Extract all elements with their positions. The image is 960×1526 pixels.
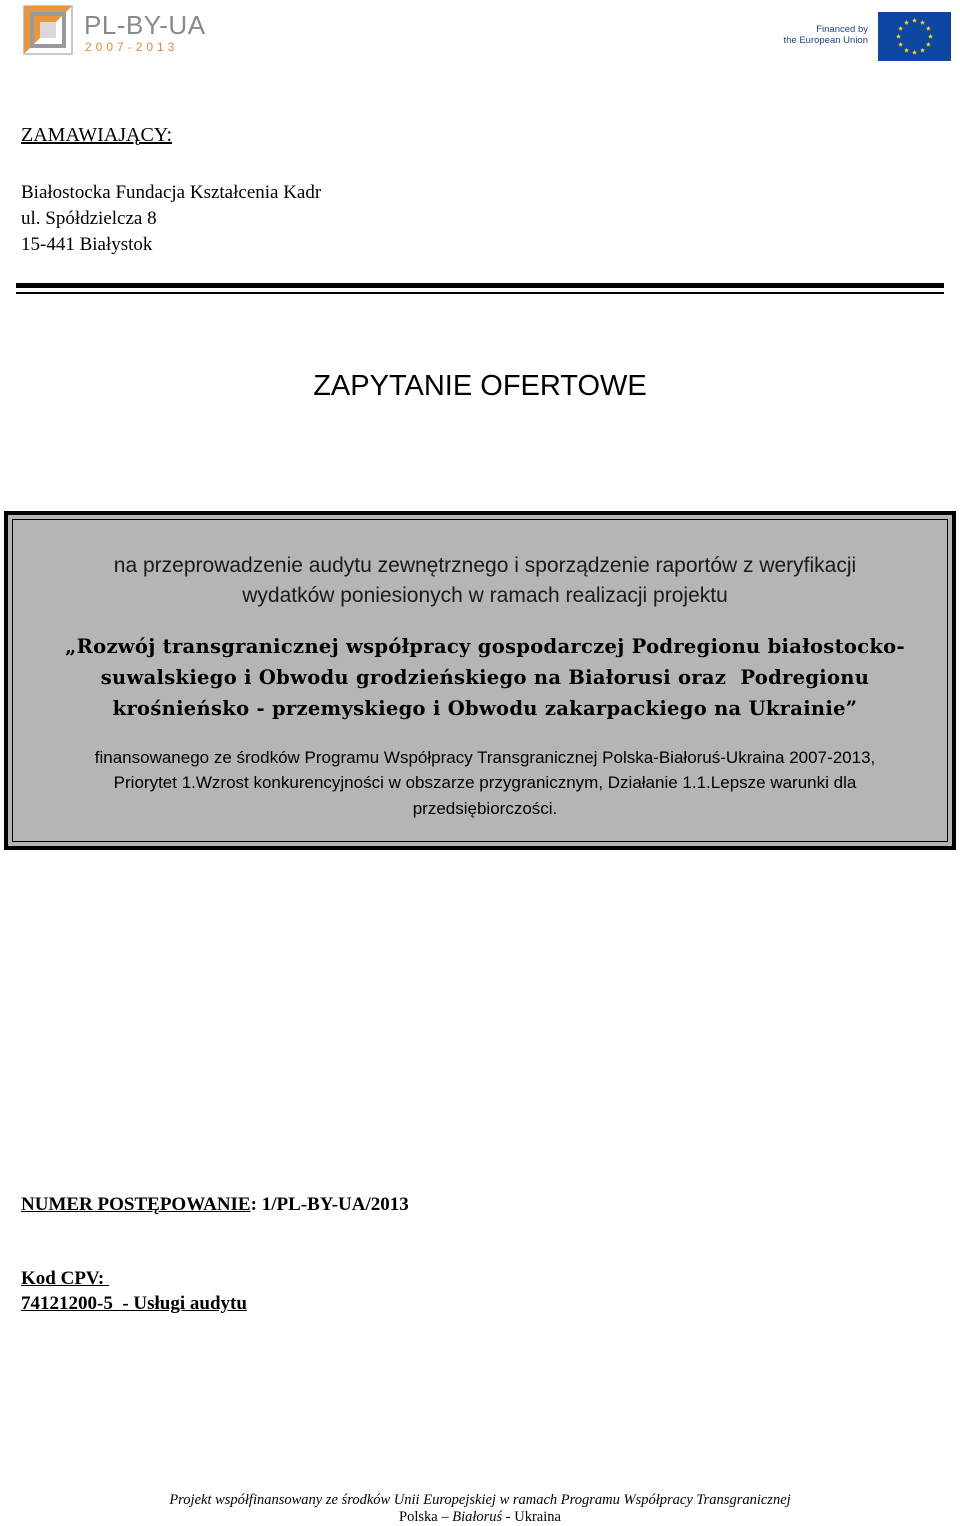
funding-line: przedsiębiorczości. <box>412 799 558 818</box>
header-divider-thick <box>16 283 944 288</box>
eu-funding-line-1: Financed by <box>816 24 868 35</box>
footer-country-belarus: Białoruś <box>452 1509 503 1525</box>
program-logo-text: PL-BY-UA <box>84 10 206 40</box>
document-title: ZAPYTANIE OFERTOWE <box>313 370 647 402</box>
footer-line-1: Projekt współfinansowany ze środków Unii Europejskiej w ramach Programu Współpracy Transgranicznej <box>169 1492 791 1508</box>
header-divider-thin <box>16 292 944 294</box>
program-logo-years: 2007-2013 <box>85 40 179 54</box>
footer-country-ukraine: - Ukraina <box>502 1509 561 1525</box>
purpose-line: na przeprowadzenie audytu zewnętrznego i sporządzenie raportów z weryfikacji <box>113 554 857 577</box>
subject-box <box>4 511 956 850</box>
project-title-line: „Rozwój transgranicznej współpracy gospodarczej Podregionu białostocko- <box>65 635 905 658</box>
program-logo-icon <box>22 4 74 56</box>
program-logo <box>22 4 206 56</box>
procedure-number-separator: : <box>250 1194 262 1215</box>
funding-line: Priorytet 1.Wzrost konkurencyjności w obszarze przygranicznym, Działanie 1.1.Lepsze warunki dla <box>113 773 857 792</box>
eu-funding-line-2: the European Union <box>783 35 868 46</box>
procedure-number <box>21 1194 409 1216</box>
procedure-number-value: 1/PL-BY-UA/2013 <box>261 1194 409 1215</box>
subject-box-inner <box>12 519 948 842</box>
ordering-party-heading: ZAMAWIAJĄCY: <box>21 124 172 146</box>
purpose-line: wydatków poniesionych w ramach realizacji projektu <box>242 584 728 607</box>
eu-flag-icon <box>878 12 951 61</box>
project-title-line: suwalskiego i Obwodu grodzieńskiego na Białorusi oraz Podregionu <box>100 666 870 689</box>
footer-country-poland: Polska – <box>399 1509 453 1525</box>
ordering-party-city: 15-441 Białystok <box>21 234 153 255</box>
funding-line: finansowanego ze środków Programu Współpracy Transgranicznej Polska-Białoruś-Ukraina 2007-2013, <box>94 748 876 767</box>
ordering-party-name: Białostocka Fundacja Kształcenia Kadr <box>21 182 322 203</box>
ordering-party-street: ul. Spółdzielcza 8 <box>21 208 157 229</box>
cpv-value: 74121200-5 - Usługi audytu <box>21 1293 247 1314</box>
eu-funding-text <box>783 24 868 46</box>
footer-line-2 <box>0 1509 960 1526</box>
procedure-number-label: NUMER POSTĘPOWANIE <box>21 1194 251 1215</box>
cpv-label: Kod CPV: <box>21 1268 109 1289</box>
project-title-line: krośnieńsko - przemyskiego i Obwodu zakarpackiego na Ukrainie” <box>112 697 858 720</box>
